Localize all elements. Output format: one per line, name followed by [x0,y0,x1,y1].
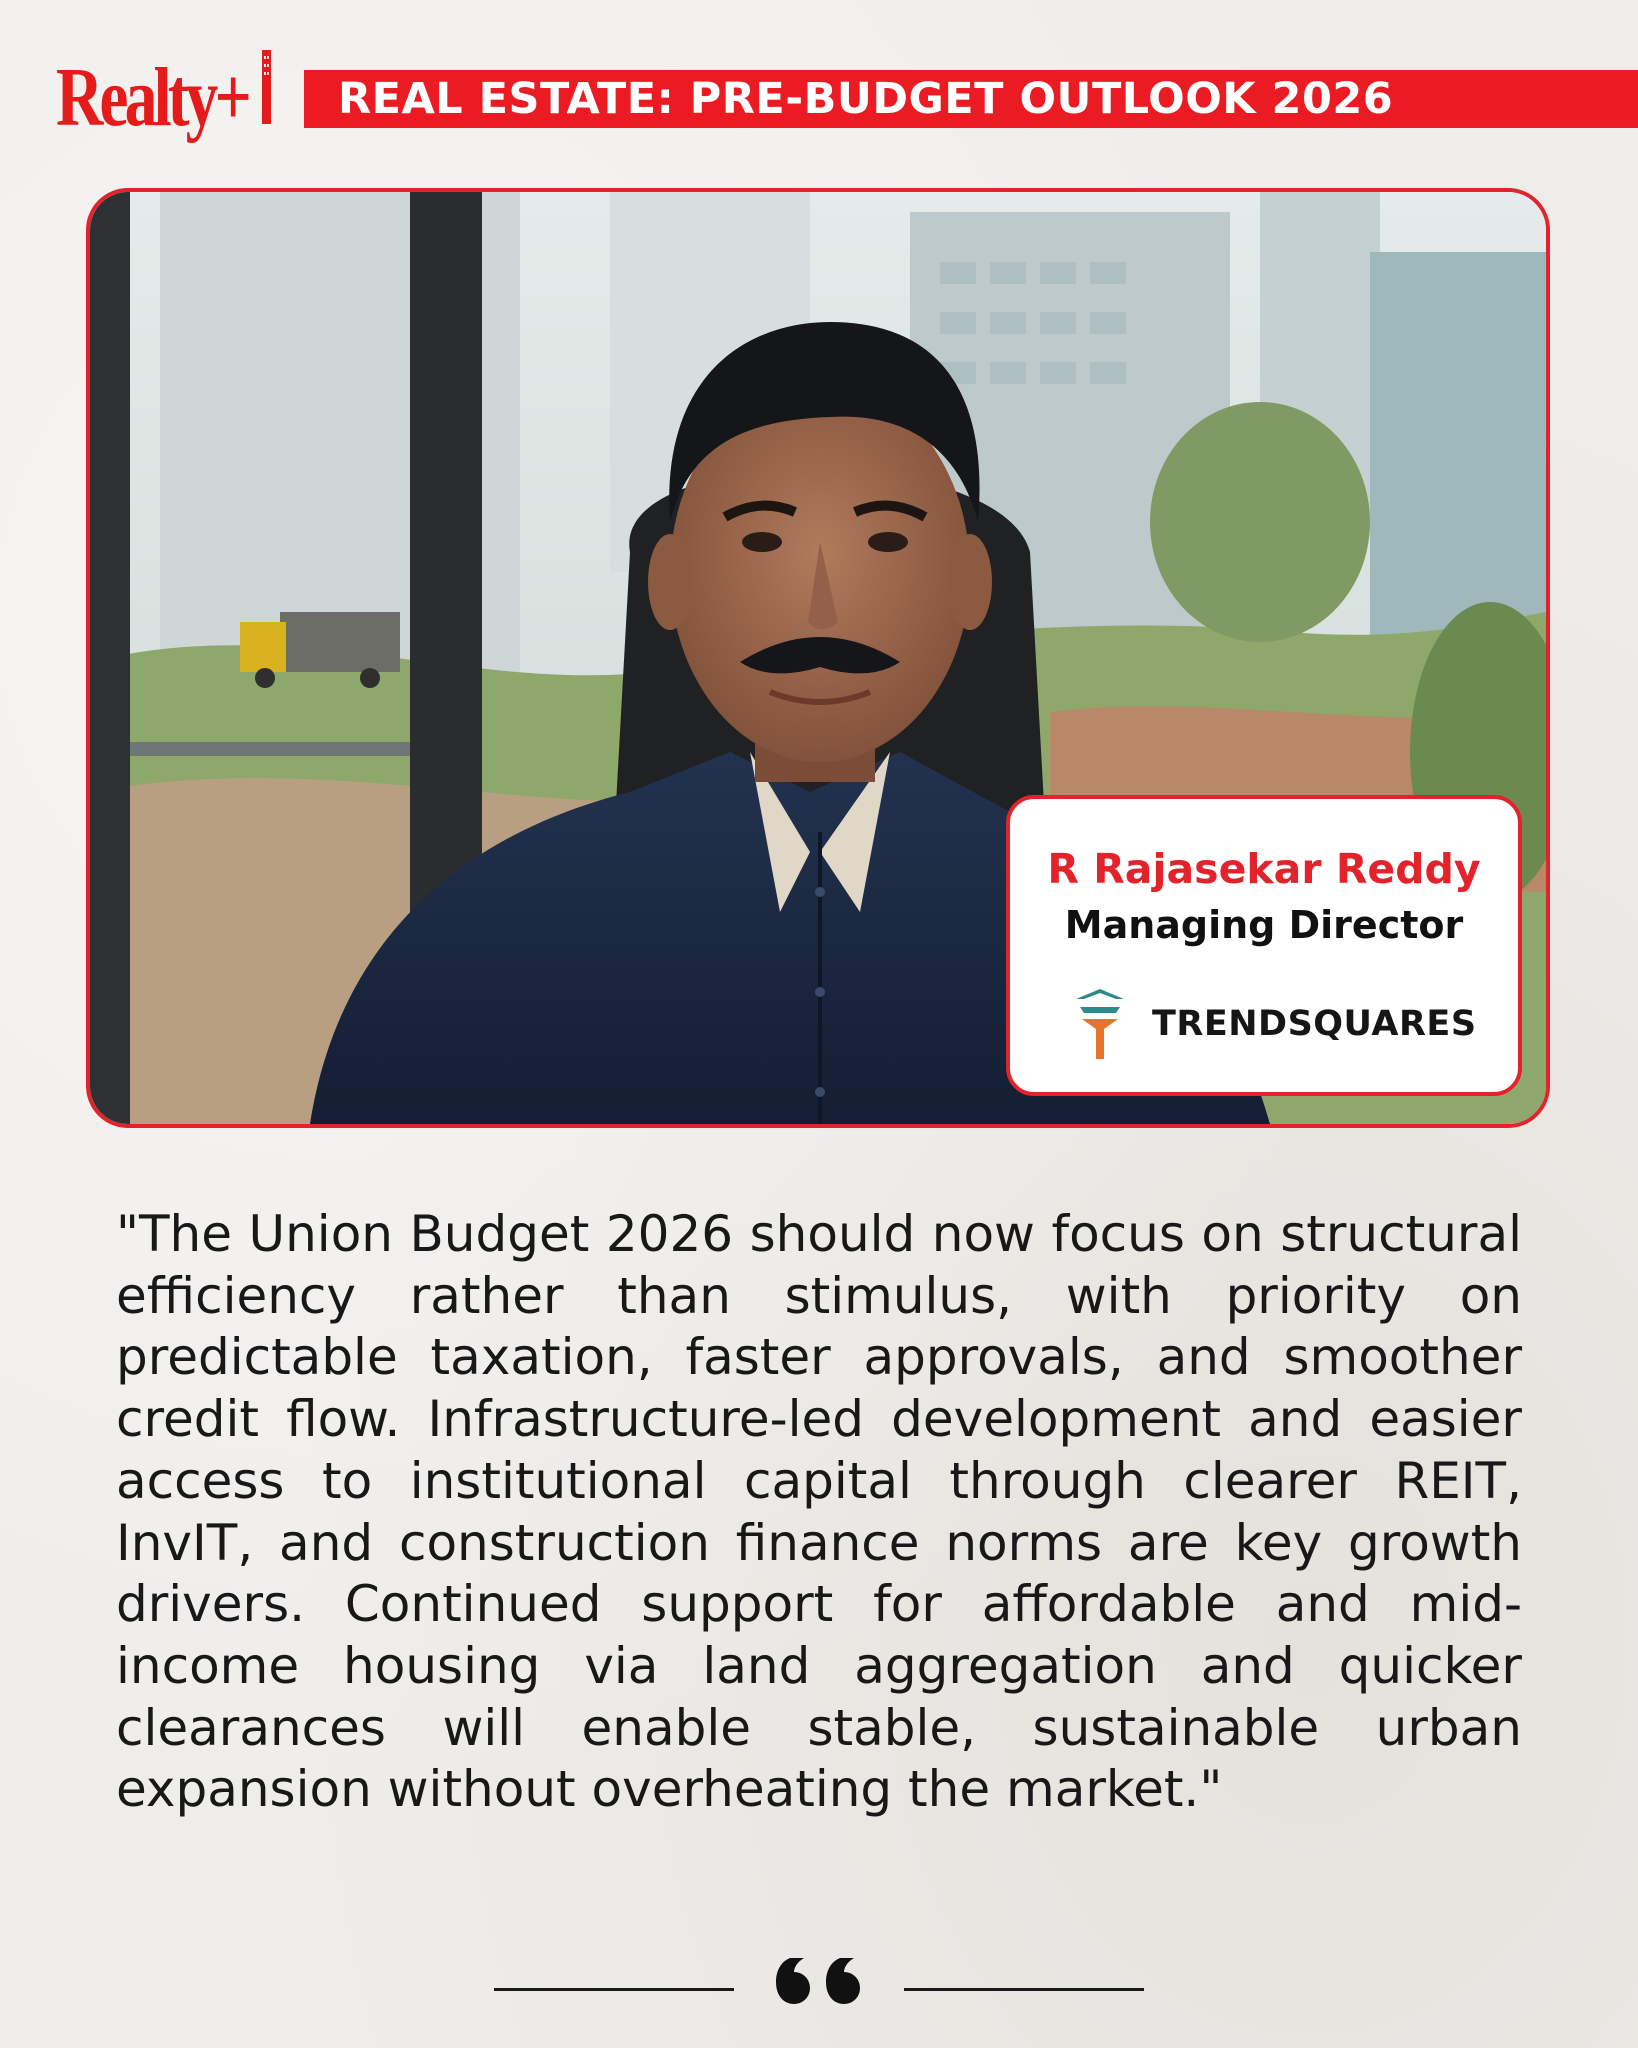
logo-text: Realty+ [56,51,248,144]
realty-plus-logo [56,48,288,148]
header-banner [304,70,1638,128]
closing-quote-icon [770,1952,874,2008]
profile-card [1006,795,1522,1096]
header-title: REAL ESTATE: PRE-BUDGET OUTLOOK 2026 [338,74,1394,124]
logo-building-icon [252,50,282,124]
footer-divider-left [494,1988,734,1991]
company-brand [1072,989,1477,1059]
person-name: R Rajasekar Reddy [1047,845,1481,893]
quote-text: "The Union Budget 2026 should now focus on structural efficiency rather than stimulus, with priority on predictable taxation, faster approvals, and smoother credit flow. Infrastructure-led development and easier access to institutional capital through clearer REIT, InvIT, and construction finance norms are key growth drivers. Continued support for affordable and mid-income housing via land aggregation and quicker clearances will enable stable, sustainable urban expansion without overheating the market." [116,1205,1522,1819]
person-title: Managing Director [1064,903,1464,947]
trendsquares-logo-icon [1072,989,1128,1059]
footer-divider-right [904,1988,1144,1991]
company-name: TRENDSQUARES [1152,1004,1477,1044]
